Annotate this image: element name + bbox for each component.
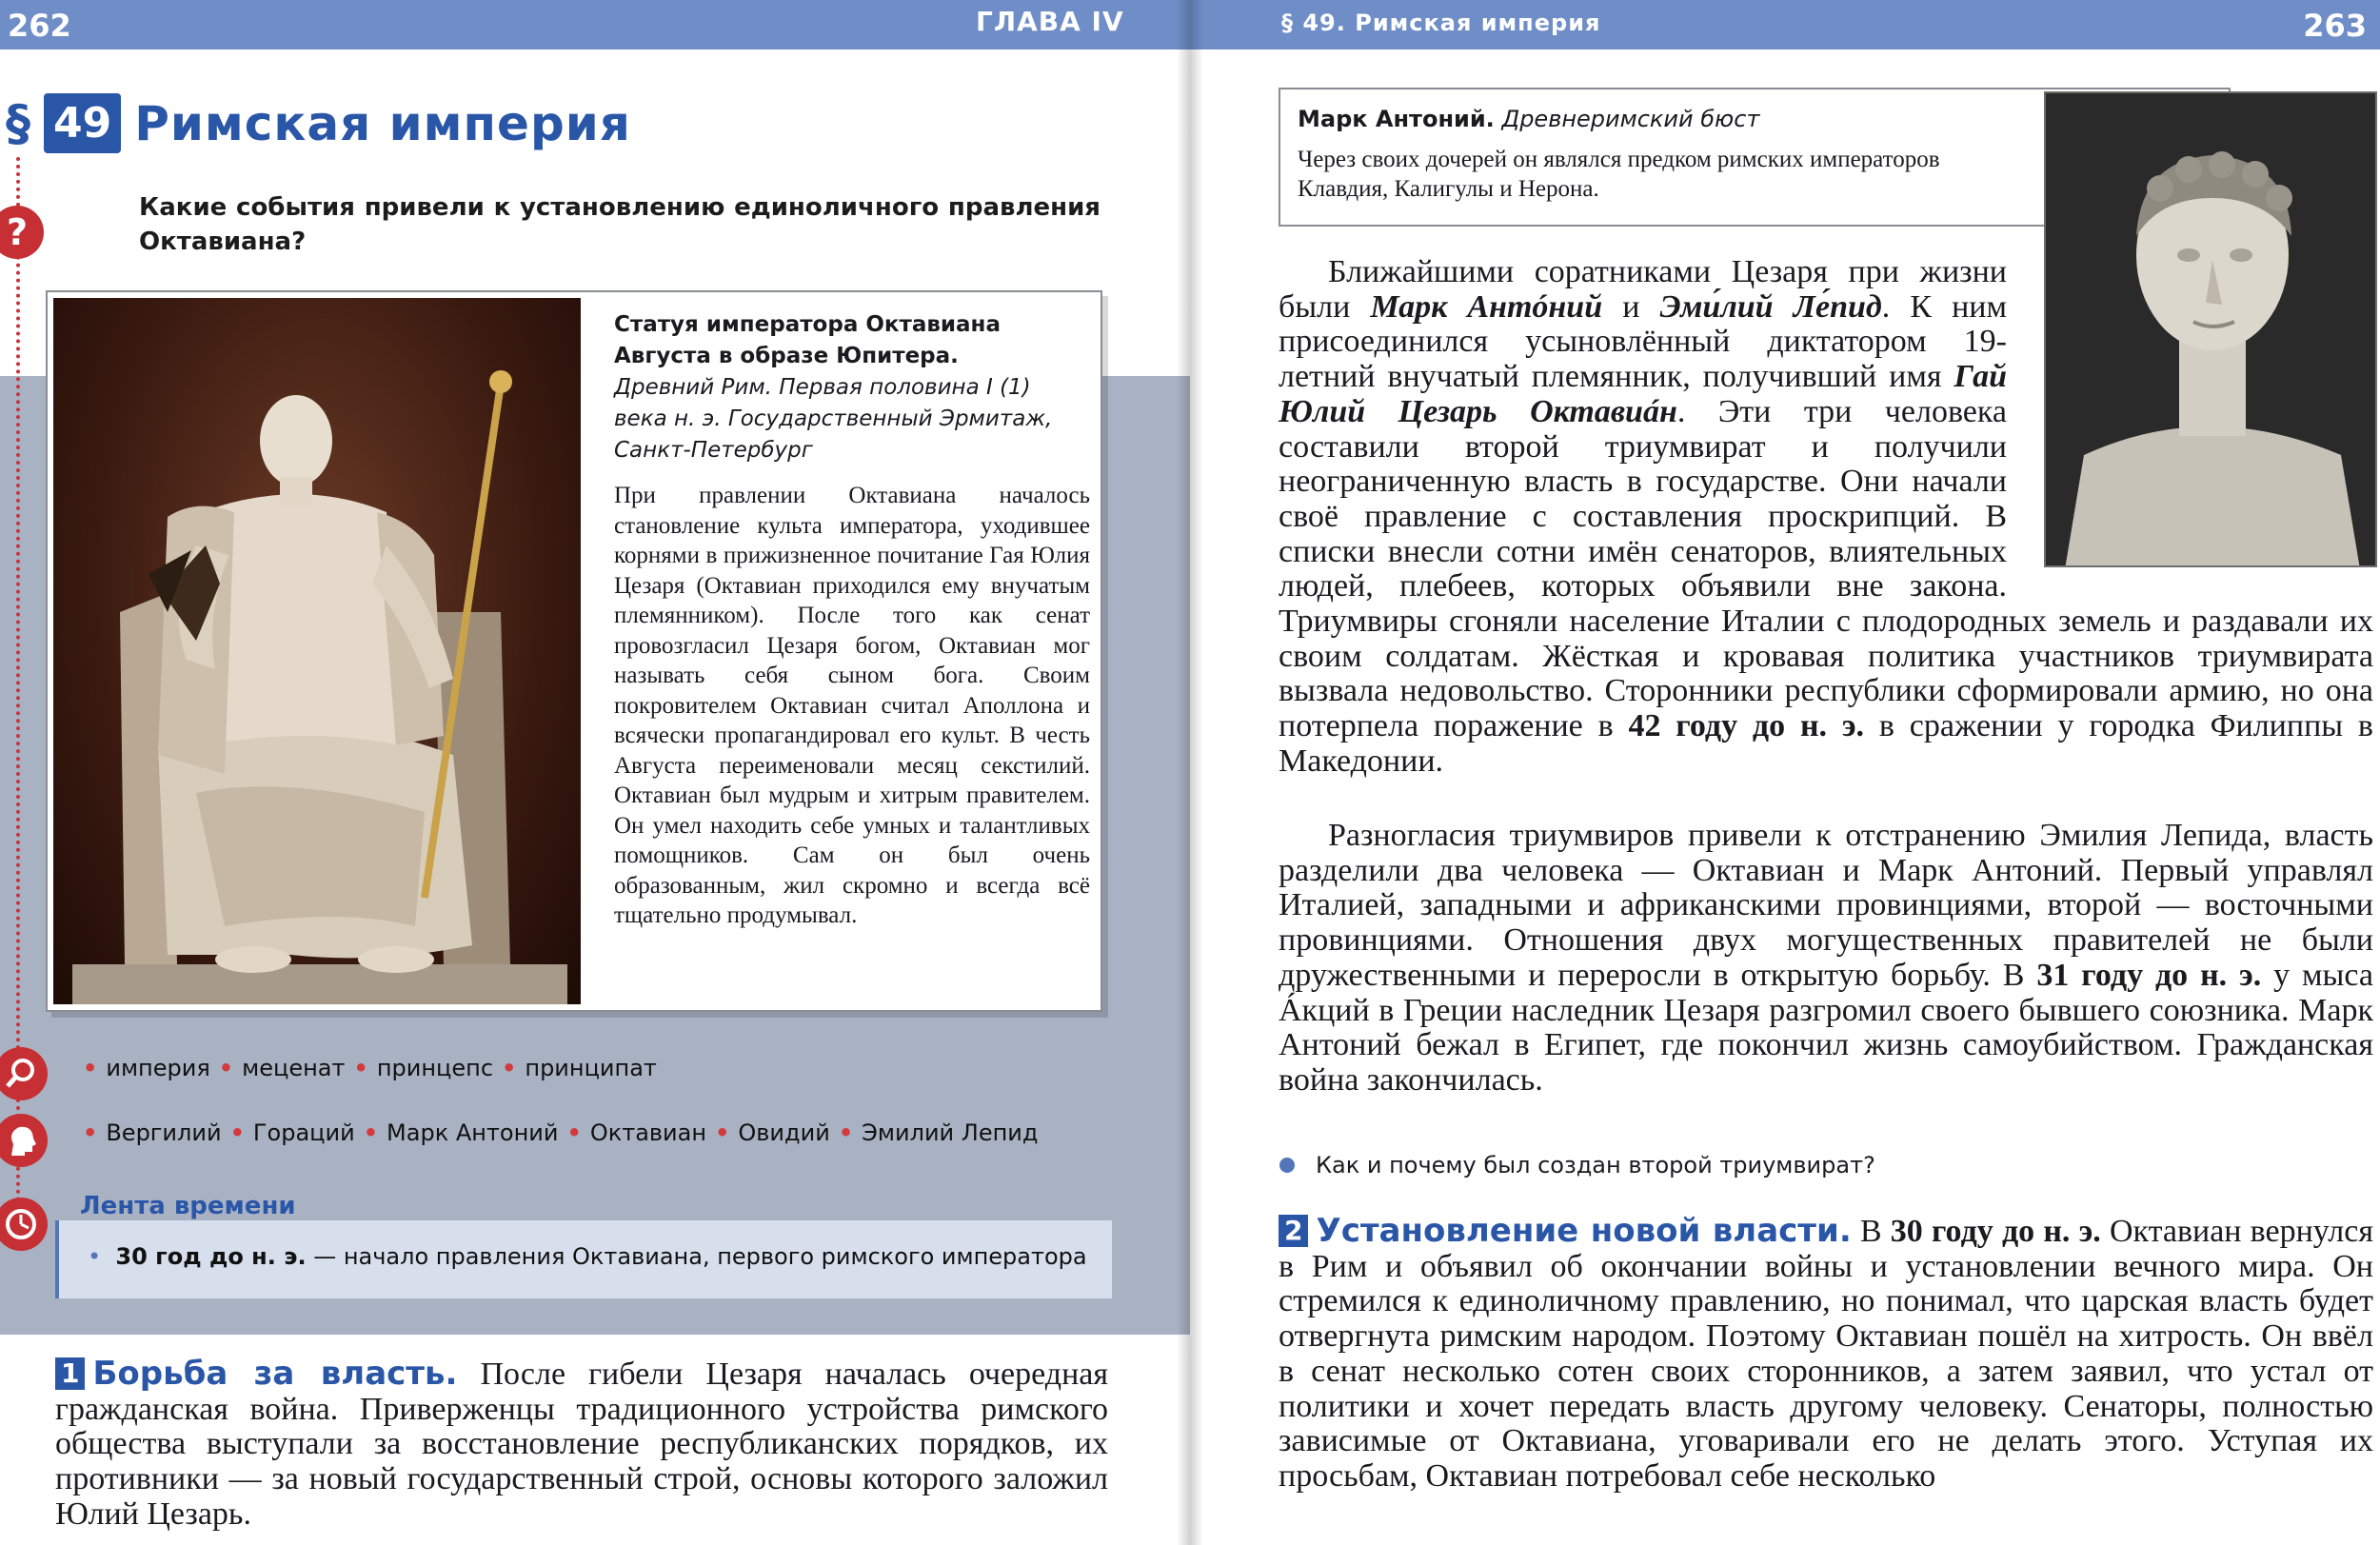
timeline-label: Лента времени	[80, 1192, 296, 1220]
keyword-term: империя	[106, 1055, 210, 1081]
person-icon	[0, 1114, 48, 1167]
section-title	[6, 93, 631, 153]
timeline-icon	[0, 1198, 48, 1251]
bust-caption-desc: Древнеримский бюст	[1501, 106, 1760, 132]
statue-caption-subtitle: Древний Рим. Первая половина I (1) века н. э. Государственный Эрмитаж, Санкт-Петербург	[614, 375, 1053, 463]
keyword-term: принципат	[525, 1055, 657, 1081]
subsection-number: 2	[1279, 1215, 1308, 1247]
bullet-dot	[1279, 1158, 1295, 1173]
bust-caption-name: Марк Антоний.	[1298, 106, 1495, 132]
keywords-people: • Вергилий • Гораций • Марк Антоний • Октавиан • Овидий • Эмилий Лепид	[83, 1119, 1039, 1146]
timeline-entry: • 30 год до н. э. — начало правления Октавиана, первого римского императора	[88, 1243, 1087, 1270]
head-profile-icon	[2, 1121, 40, 1159]
subsection-text: После гибели Цезаря началась очередная гражданская война. Приверженцы традиционного устройства римского общества выступали за восстановление республиканских порядков, их противники — за новый государственный строй, основы которого заложил Юлий Цезарь.	[55, 1357, 1108, 1532]
keyword-person: Вергилий	[106, 1119, 222, 1146]
clock-icon	[2, 1205, 40, 1243]
right-running-header	[1190, 0, 2380, 50]
paragraph-1: Ближайшими соратниками Цезаря при жизни были Марк Антóний и Эми́лий Ле́пид. К ним присоединился усыновлённый диктатором 19-летний внучатый племянник, получивший имя Гай Юлий Цезарь Октавиáн. Эти три человека составили второй триумвират и получили неограниченную власть в государстве. Они начали своё правление с составления проскрипций. В списки внесли сотни имён сенаторов, влиятельных людей, плебеев, которых объявили вне закона. Триумвиры сгоняли население Италии с плодородных земель и раздавали их своим солдатам. Жёсткая и кровавая политика участников триумвирата вызвала недовольство. Сторонники республики сформировали армию, но она потерпела поражение в 42 году до н. э. в сражении у городка Филиппы в Македонии.	[1279, 254, 2373, 779]
person-name: Марк Антóний	[1370, 288, 1603, 325]
keyword-person: Гораций	[252, 1119, 355, 1146]
statue-caption	[614, 309, 1090, 466]
statue-description: При правлении Октавиана началось становление культа императора, уходившее корнями в прижизненное почитание Гая Юлия Цезаря (Октавиан приходился ему внучатым племянником). После того как сенат провозгласил Цезаря богом, Октавиан мог называть себя сыном бога. Своим покровителем Октавиан считал Аполлона и всячески пропагандировал его культ. В честь Августа переименовали месяц секстилий. Октавиан был мудрым и хитрым правителем. Он умел находить себе умных и талантливых помощников. Сам он был очень образованным, жил скромно и всегда всё тщательно продумывал.	[614, 483, 1090, 928]
running-head-section: § 49. Римская империя	[1281, 10, 1601, 36]
date-highlight: 30 году до н. э.	[1890, 1214, 2101, 1249]
book-gutter	[1177, 0, 1203, 1545]
timeline-date: 30 год до н. э.	[115, 1243, 307, 1270]
subsection-title: Установление новой власти.	[1316, 1212, 1852, 1250]
section-title-text: Римская империя	[134, 95, 631, 151]
statue-image	[53, 298, 581, 1004]
keywords-terms: • империя • меценат • принцепс • принципат	[83, 1055, 657, 1081]
keyword-person: Эмилий Лепид	[862, 1119, 1039, 1146]
section-symbol: §	[6, 94, 30, 152]
date-highlight: 42 году до н. э.	[1628, 708, 1865, 744]
right-page	[1190, 0, 2380, 1545]
timeline-event: — начало правления Октавиана, первого римского императора	[313, 1243, 1087, 1270]
review-question-text: Как и почему был создан второй триумвират?	[1316, 1152, 1875, 1179]
section-number-badge: 49	[44, 93, 121, 153]
keyword-term: меценат	[242, 1055, 346, 1081]
statue-caption-title: Статуя императора Октавиана Августа в образе Юпитера.	[614, 312, 1001, 368]
statue-figure	[46, 290, 1102, 1012]
subsection-1	[55, 1357, 1108, 1533]
page-number-right: 263	[2303, 8, 2367, 44]
paragraph-2: Разногласия триумвиров привели к отстранению Эмилия Лепида, власть разделили два человека — Октавиан и Марк Антоний. Первый управлял Италией, западными и африканскими провинциями, второй — восточными провинциями. Отношения двух могущественных правителей не были дружественными и переросли в открытую борьбу. В 31 году до н. э. у мыса Áкций в Греции наследник Цезаря разгромил своего бывшего союзника. Марк Антоний бежал в Египет, где покончил жизнь самоубийством. Гражданская война закончилась.	[1279, 818, 2373, 1098]
keyword-person: Октавиан	[589, 1119, 707, 1146]
keyword-search-icon	[0, 1047, 48, 1100]
magnifier-icon	[2, 1055, 40, 1093]
question-icon: ?	[0, 206, 44, 259]
bust-caption-text: Через своих дочерей он являлся предком римских императоров Клавдия, Калигулы и Нерона.	[1298, 147, 1940, 202]
page-number-left: 262	[8, 8, 71, 44]
subsection-2: 2 Установление новой власти. В 30 году до н. э. Октавиан вернулся в Рим и объявил об окончании войны и установлении вечного мира. Он стремился к единоличному правлению, но понимал, что царская власть будет отвергнута римским народом. Поэтому Октавиан пошёл на хитрость. Он ввёл в сенат несколько сотен своих сторонников, а затем заявил, что устал от политики и хочет передать власть другому человеку. Сенаторы, полностью зависимые от Октавиана, уговаривали его не делать этого. Уступая их просьбам, Октавиан потребовал себе несколько	[1279, 1212, 2373, 1494]
person-name: Гай Юлий Цезарь Октавиáн	[1279, 359, 2007, 429]
left-running-header	[0, 0, 1190, 50]
lesson-question: Какие события привели к установлению единоличного правления Октавиана?	[139, 193, 1101, 256]
subsection-number: 1	[55, 1357, 85, 1390]
person-name: Эми́лий Ле́пид	[1659, 288, 1882, 325]
date-highlight: 31 году до н. э.	[2036, 957, 2262, 993]
subsection-title: Борьба за власть.	[92, 1355, 458, 1393]
timeline-box	[55, 1220, 1112, 1298]
keyword-term: принцепс	[376, 1055, 494, 1081]
chapter-label: ГЛАВА IV	[976, 6, 1124, 37]
keyword-person: Марк Антоний	[387, 1119, 559, 1146]
review-question	[1279, 1152, 1875, 1179]
keyword-person: Овидий	[738, 1119, 830, 1146]
